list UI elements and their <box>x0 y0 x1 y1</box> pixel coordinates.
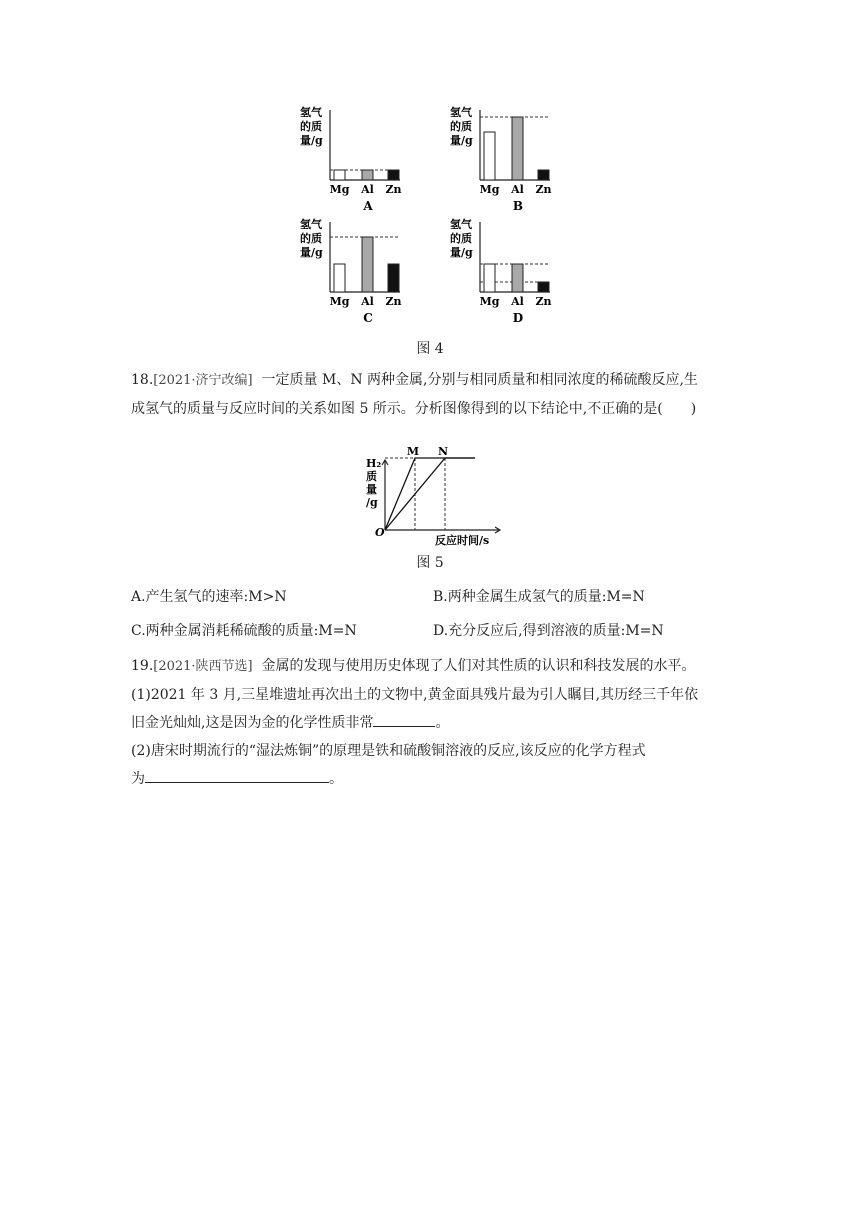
figure-4-caption: 图 4 <box>416 341 444 357</box>
origin-label: O <box>375 526 385 539</box>
question-19 <box>131 652 731 793</box>
metal-label-mg: Mg <box>479 295 500 308</box>
y-axis-label: 量/g <box>450 246 473 259</box>
bar-zn <box>538 170 549 180</box>
panel-b <box>450 105 552 213</box>
bar-zn <box>388 264 399 292</box>
figure-5-caption: 图 5 <box>416 555 444 571</box>
question-number: 18. <box>131 372 154 388</box>
y-axis-label: H₂ <box>366 457 382 470</box>
metal-label-zn: Zn <box>535 295 552 308</box>
y-axis-label: 氢气 <box>450 106 472 119</box>
bar-al <box>362 237 373 292</box>
bar-mg <box>484 264 495 292</box>
y-axis-label: 的质 <box>450 120 472 133</box>
panel-label: C <box>363 311 373 325</box>
series-label-n: N <box>437 445 449 458</box>
panel-label: A <box>363 199 373 213</box>
bar-zn <box>538 282 549 292</box>
bar-mg <box>334 264 345 292</box>
metal-label-mg: Mg <box>479 183 500 196</box>
option-c: C.两种金属消耗稀硫酸的质量:M=N <box>131 623 357 639</box>
metal-label-al: Al <box>511 183 524 196</box>
question-18 <box>131 366 731 423</box>
part-1-end: 。 <box>435 715 450 731</box>
y-axis-label: 质 <box>366 470 377 483</box>
x-axis-label: 反应时间/s <box>435 534 490 547</box>
answer-blank-2[interactable] <box>145 768 329 783</box>
panel-a <box>300 105 402 213</box>
figure-4 <box>270 100 590 330</box>
part-2-end: 。 <box>329 771 343 787</box>
series-line-n <box>385 458 475 530</box>
part-2-line-2: 为 <box>131 771 145 787</box>
y-axis-label: 量 <box>366 483 377 496</box>
metal-label-al: Al <box>361 183 374 196</box>
figure-5-chart <box>360 445 510 550</box>
y-axis-label: 量/g <box>300 134 323 147</box>
metal-label-al: Al <box>361 295 374 308</box>
metal-label-zn: Zn <box>535 183 552 196</box>
metal-label-mg: Mg <box>329 295 350 308</box>
part-1-line-1: (1)2021 年 3 月,三星堆遗址再次出土的文物中,黄金面具残片最为引人瞩目,其历经三千年依 <box>131 687 699 703</box>
part-1-line-2: 旧金光灿灿,这是因为金的化学性质非常 <box>131 715 374 731</box>
y-axis-label: 的质 <box>450 232 472 245</box>
metal-label-zn: Zn <box>385 295 402 308</box>
metal-label-al: Al <box>511 295 524 308</box>
panel-c <box>300 217 402 325</box>
y-axis-label: 的质 <box>300 232 322 245</box>
bar-zn <box>388 170 399 180</box>
bar-al <box>362 170 373 180</box>
answer-blank-1[interactable] <box>373 712 435 727</box>
question-number: 19. <box>131 658 154 674</box>
y-axis-label: /g <box>366 496 378 509</box>
y-axis-label: 氢气 <box>300 106 322 119</box>
metal-label-mg: Mg <box>329 183 350 196</box>
y-axis-label: 氢气 <box>300 218 322 231</box>
bar-mg <box>484 132 495 180</box>
question-text-line-2: 成氢气的质量与反应时间的关系如图 5 所示。分析图像得到的以下结论中,不正确的是( ) <box>131 401 697 417</box>
option-a: A.产生氢气的速率:M>N <box>131 589 287 605</box>
bar-mg <box>334 170 345 180</box>
part-2-line-1: (2)唐宋时期流行的“湿法炼铜”的原理是铁和硫酸铜溶液的反应,该反应的化学方程式 <box>131 743 646 759</box>
question-intro: 金属的发现与使用历史体现了人们对其性质的认识和科技发展的水平。 <box>261 658 696 674</box>
question-text-line-1: 一定质量 M、N 两种金属,分别与相同质量和相同浓度的稀硫酸反应,生 <box>261 372 698 388</box>
bar-al <box>512 117 523 180</box>
question-source: [2021·济宁改编] <box>153 373 253 388</box>
metal-label-zn: Zn <box>385 183 402 196</box>
panel-d <box>450 217 552 325</box>
series-line-m <box>385 458 475 530</box>
bar-al <box>512 264 523 292</box>
panel-label: B <box>512 199 524 213</box>
option-b: B.两种金属生成氢气的质量:M=N <box>433 589 645 605</box>
y-axis-label: 的质 <box>300 120 322 133</box>
series-label-m: M <box>406 445 420 458</box>
y-axis-label: 氢气 <box>450 218 472 231</box>
y-axis-label: 量/g <box>300 246 323 259</box>
y-axis-label: 量/g <box>450 134 473 147</box>
panel-label: D <box>512 311 524 325</box>
option-d: D.充分反应后,得到溶液的质量:M=N <box>433 623 664 639</box>
question-source: [2021·陕西节选] <box>153 659 253 674</box>
